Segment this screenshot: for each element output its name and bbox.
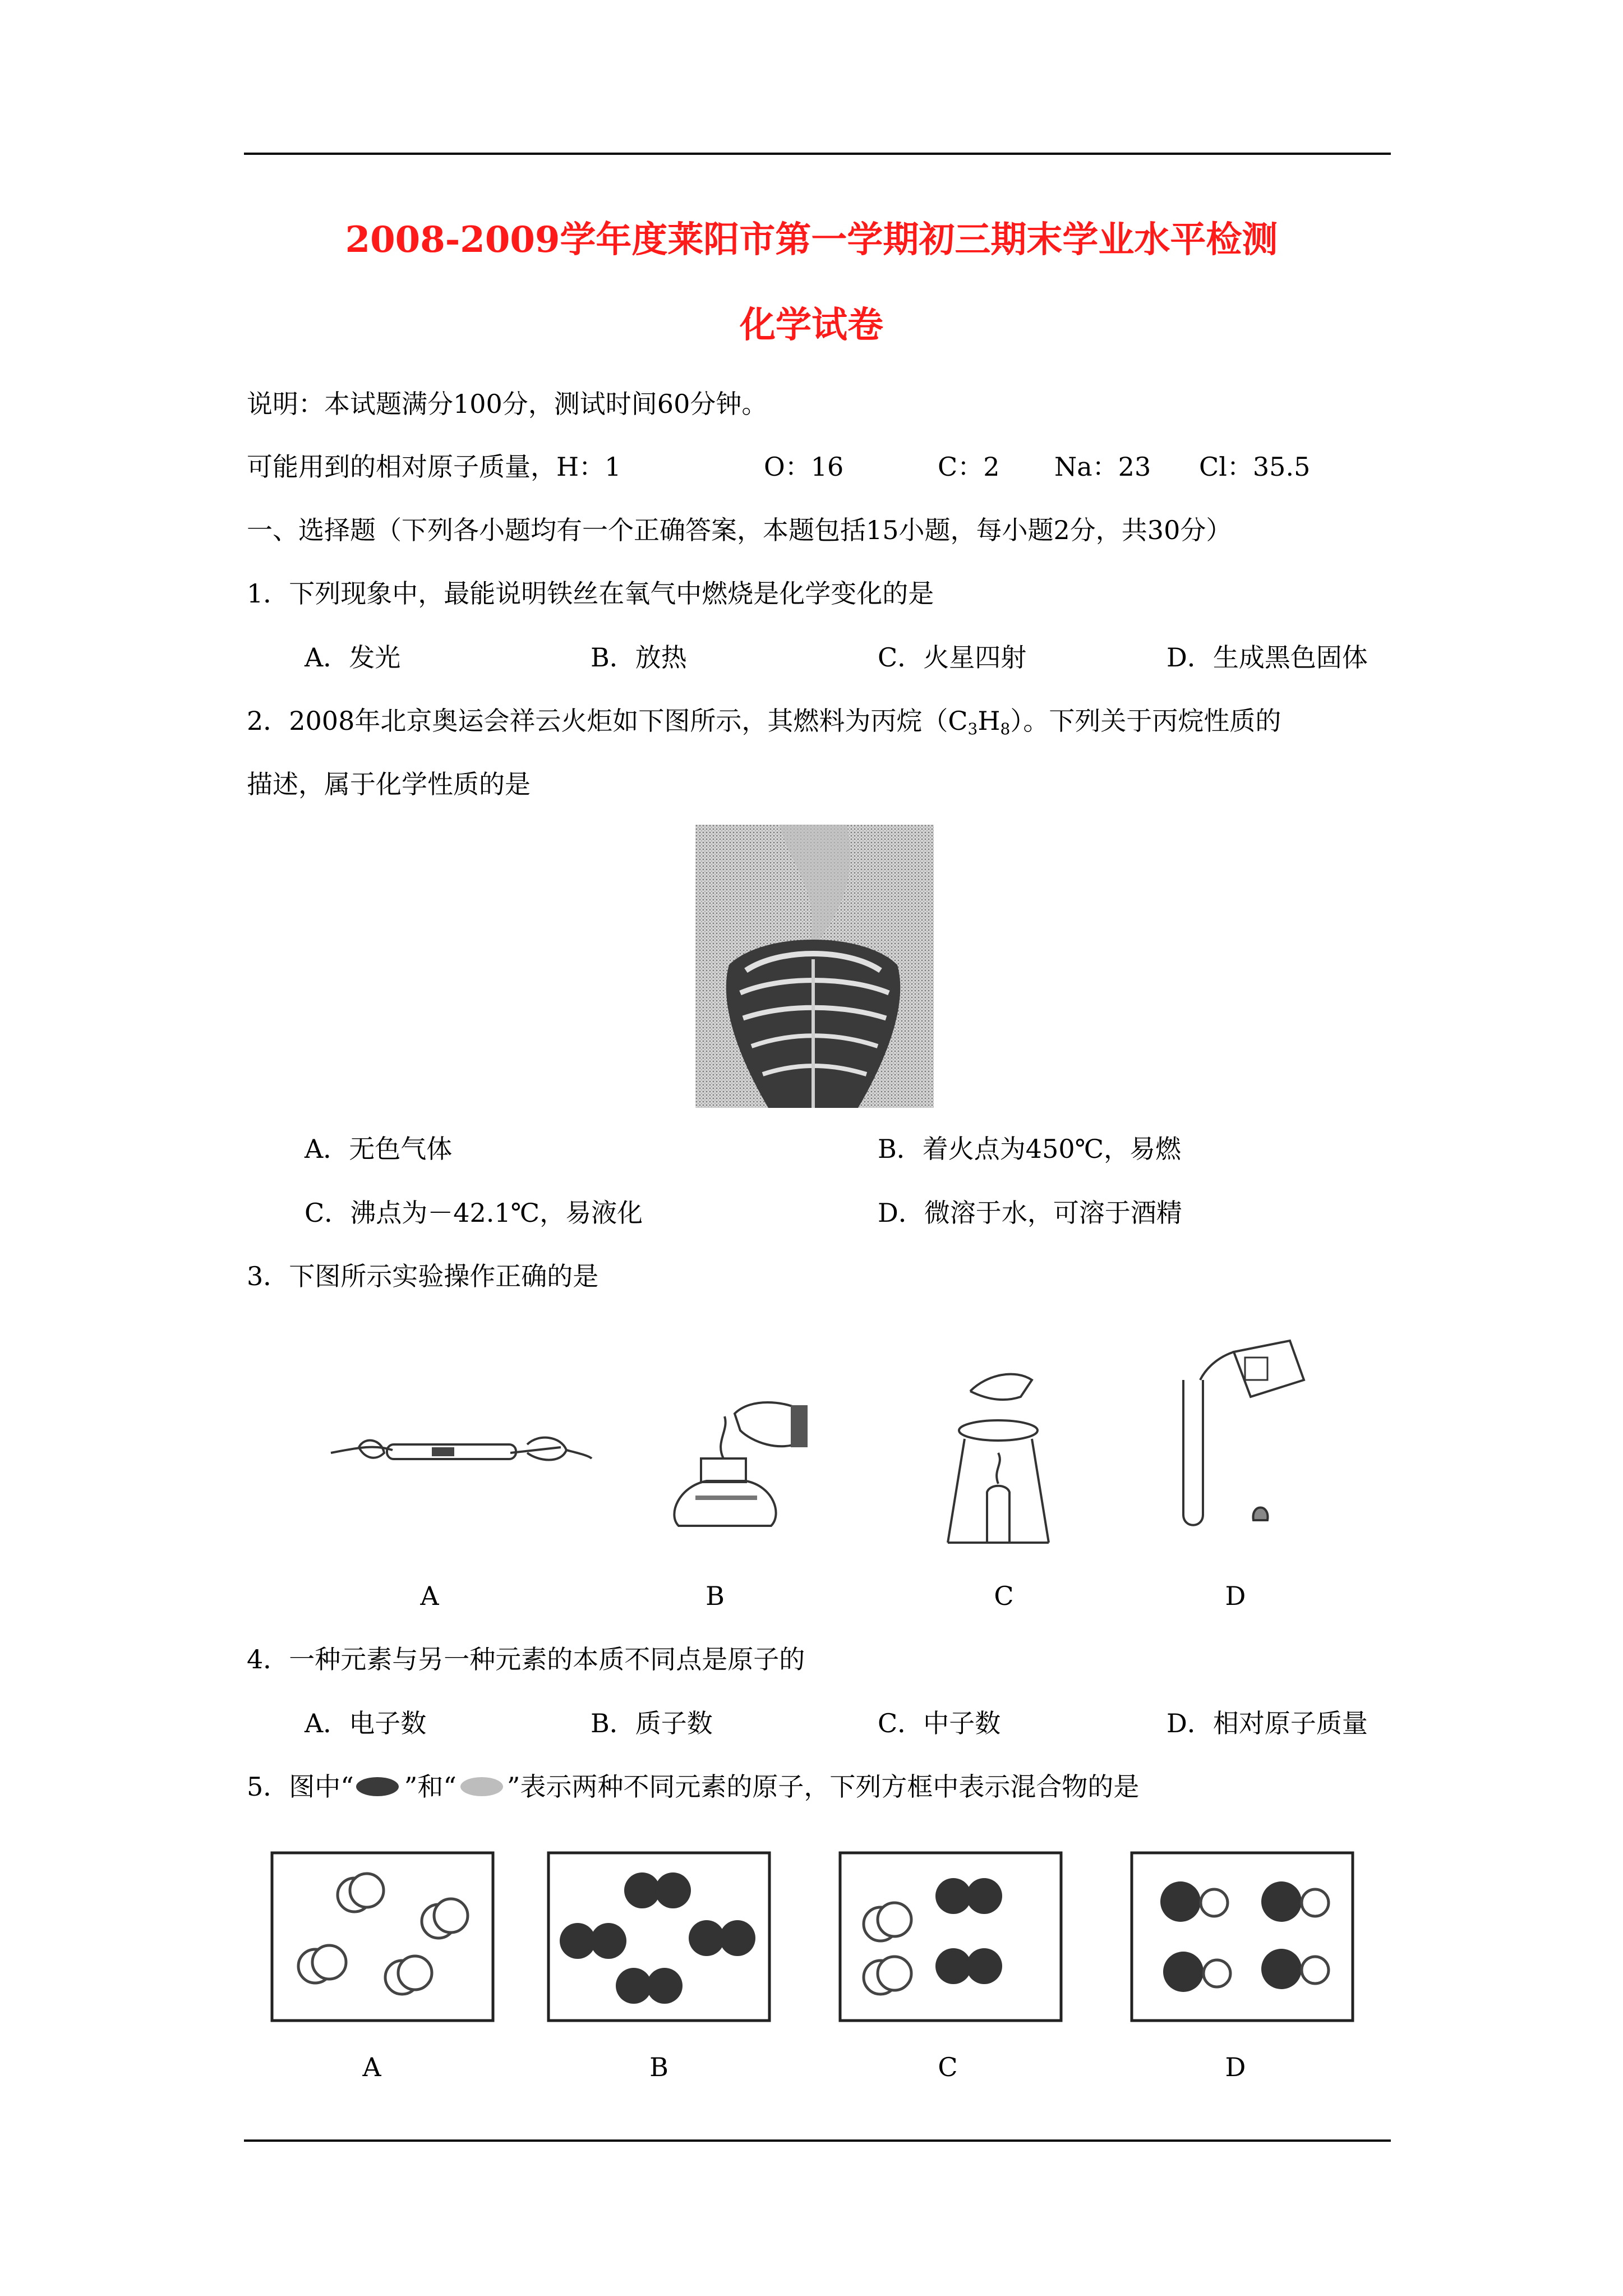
mass-o: O：16: [764, 452, 844, 482]
mass-c: C：2: [938, 452, 1000, 482]
page-subtitle: 化学试卷: [740, 304, 883, 346]
question-4-stem: 4．一种元素与另一种元素的本质不同点是原子的: [247, 1644, 805, 1674]
mass-na: Na：23: [1054, 452, 1151, 482]
q5-stem-part-a: 5．图中“: [247, 1772, 354, 1802]
q1-option-c: C．火星四射: [878, 642, 1027, 673]
page-title: 2008-2009学年度莱阳市第一学期初三期末学业水平检测: [345, 219, 1278, 261]
q2-option-a: A．无色气体: [305, 1134, 453, 1164]
q5-stem-part-b: ”和“: [404, 1772, 457, 1802]
q2-option-d: D．微溶于水，可溶于酒精: [878, 1198, 1182, 1228]
q2-subscript-8: 8: [1000, 720, 1011, 738]
q2-subscript-3: 3: [967, 720, 978, 738]
q5-caption-a: A: [362, 2052, 381, 2082]
q5-caption-d: D: [1225, 2052, 1246, 2082]
question-2-stem-cont: 描述，属于化学性质的是: [247, 769, 531, 799]
light-atom-icon: [457, 1774, 507, 1799]
molecule-box-a: [270, 1851, 495, 2022]
q5-caption-c: C: [938, 2052, 958, 2082]
lab-figure-d: [1166, 1335, 1312, 1548]
exam-note: 说明：本试题满分100分，测试时间60分钟。: [247, 389, 768, 419]
top-rule: [244, 153, 1391, 155]
bottom-rule: [244, 2139, 1391, 2142]
question-1-stem: 1．下列现象中，最能说明铁丝在氧气中燃烧是化学变化的是: [247, 578, 934, 609]
q2-stem-part-b: ）。下列关于丙烷性质的: [1010, 706, 1281, 736]
question-2-stem: [247, 704, 1281, 746]
q4-option-d: D．相对原子质量: [1166, 1708, 1368, 1738]
q2-option-c: C．沸点为－42.1℃，易液化: [305, 1198, 643, 1228]
q3-caption-c: C: [994, 1581, 1014, 1611]
question-5-stem: [247, 1770, 1139, 1803]
q1-option-d: D．生成黑色固体: [1166, 642, 1368, 673]
question-3-stem: 3．下图所示实验操作正确的是: [247, 1261, 599, 1291]
molecule-box-d: [1130, 1851, 1354, 2022]
q3-caption-a: A: [420, 1581, 439, 1611]
q4-option-a: A．电子数: [305, 1708, 427, 1738]
lab-figure-a: [325, 1414, 594, 1492]
q5-caption-b: B: [649, 2052, 668, 2082]
q2-option-b: B．着火点为450℃，易燃: [878, 1134, 1182, 1164]
q1-option-b: B．放热: [591, 642, 687, 673]
lab-figure-b: [662, 1391, 819, 1543]
molecule-box-b: [547, 1851, 771, 2022]
q2-stem-part-a: 2．2008年北京奥运会祥云火炬如下图所示，其燃料为丙烷（C: [247, 706, 968, 736]
dark-atom-icon: [354, 1774, 404, 1799]
q3-caption-b: B: [706, 1581, 725, 1611]
q2-stem-h: H: [978, 706, 1000, 736]
q1-option-a: A．发光: [305, 642, 401, 673]
q4-option-b: B．质子数: [591, 1708, 713, 1738]
q5-stem-part-c: ”表示两种不同元素的原子，下列方框中表示混合物的是: [506, 1772, 1140, 1802]
q3-caption-d: D: [1225, 1581, 1246, 1611]
q4-option-c: C．中子数: [878, 1708, 1001, 1738]
atomic-masses-label: 可能用到的相对原子质量，H：1: [247, 452, 621, 482]
mass-cl: Cl：35.5: [1199, 452, 1311, 482]
torch-image: [695, 825, 934, 1108]
lab-figure-c: [937, 1358, 1060, 1548]
molecule-box-c: [838, 1851, 1063, 2022]
section-heading: 一、选择题（下列各小题均有一个正确答案，本题包括15小题，每小题2分，共30分）: [247, 515, 1232, 545]
